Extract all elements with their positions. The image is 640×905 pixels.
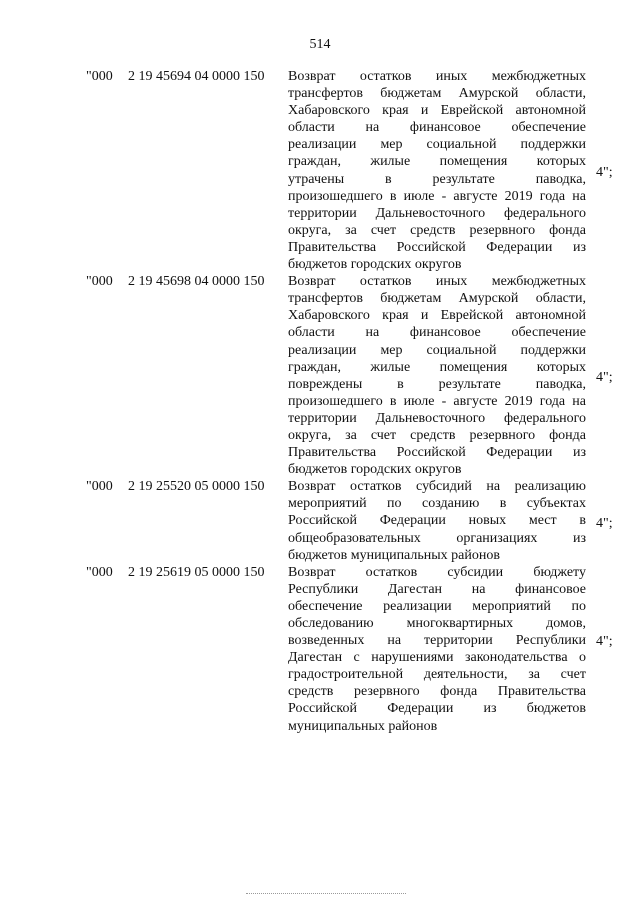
entry-suffix: 4"; bbox=[596, 633, 613, 649]
budget-code-entry bbox=[0, 68, 640, 273]
description-line: Возврат остатков субсидий на реализацию bbox=[288, 479, 586, 495]
budget-code-list bbox=[0, 68, 640, 735]
description-line: Возврат остатков иных межбюджетных bbox=[288, 274, 586, 290]
entry-description bbox=[288, 68, 586, 273]
description-line: трансфертов бюджетам Амурской области, bbox=[288, 291, 586, 307]
description-line: Хабаровского края и Еврейской автономной bbox=[288, 308, 586, 324]
description-line: Правительства Российской Федерации из bbox=[288, 239, 586, 255]
description-line: утрачены в результате паводка, bbox=[288, 171, 586, 187]
entry-description bbox=[288, 273, 586, 478]
budget-code-entry bbox=[0, 564, 640, 735]
budget-classification-code: 2 19 25619 05 0000 150 bbox=[128, 564, 265, 580]
description-line: бюджетов муниципальных районов bbox=[288, 547, 500, 563]
description-line: Правительства Российской Федерации из bbox=[288, 445, 586, 461]
description-line: бюджетов городских округов bbox=[288, 257, 462, 273]
description-line: повреждены в результате паводка, bbox=[288, 376, 586, 392]
description-line: бюджетов городских округов bbox=[288, 462, 462, 478]
description-line: мероприятий по созданию в субъектах bbox=[288, 496, 586, 512]
description-line: произошедшего в июле - августе 2019 года на bbox=[288, 393, 586, 409]
entry-description bbox=[288, 478, 586, 563]
entry-prefix: "000 bbox=[86, 479, 113, 495]
scan-artifact-line bbox=[246, 893, 406, 895]
description-line: граждан, жилые помещения которых bbox=[288, 154, 586, 170]
budget-code-entry bbox=[0, 478, 640, 563]
description-line: округа, за счет средств резервного фонда bbox=[288, 427, 586, 443]
description-line: Республики Дагестан на финансовое bbox=[288, 581, 586, 597]
description-line: области на финансовое обеспечение bbox=[288, 325, 586, 341]
description-line: округа, за счет средств резервного фонда bbox=[288, 222, 586, 238]
page-number: 514 bbox=[309, 37, 331, 52]
budget-classification-code: 2 19 45694 04 0000 150 bbox=[128, 69, 265, 84]
description-line: реализации мер социальной поддержки bbox=[288, 342, 586, 358]
description-line: средств резервного фонда Правительства bbox=[288, 684, 586, 700]
description-line: муниципальных районов bbox=[288, 718, 438, 734]
description-line: общеобразовательных организациях из bbox=[288, 530, 586, 546]
budget-code-entry bbox=[0, 273, 640, 478]
entry-prefix: "000 bbox=[86, 274, 113, 290]
description-line: трансфертов бюджетам Амурской области, bbox=[288, 86, 586, 102]
description-line: Российской Федерации новых мест в bbox=[288, 513, 586, 529]
description-line: градостроительной деятельности, за счет bbox=[288, 667, 586, 683]
budget-classification-code: 2 19 45698 04 0000 150 bbox=[128, 274, 265, 290]
description-line: Дагестан с нарушениями законодательства о bbox=[288, 650, 586, 666]
description-line: Возврат остатков иных межбюджетных bbox=[288, 69, 586, 84]
description-line: Хабаровского края и Еврейской автономной bbox=[288, 103, 586, 119]
description-line: обследованию многоквартирных домов, bbox=[288, 616, 586, 631]
description-line: территории Дальневосточного федерального bbox=[288, 410, 586, 426]
entry-suffix: 4"; bbox=[596, 516, 613, 532]
entry-description bbox=[288, 564, 586, 735]
entry-suffix: 4"; bbox=[596, 370, 613, 386]
description-line: области на финансовое обеспечение bbox=[288, 120, 586, 136]
description-line: Возврат остатков субсидии бюджету bbox=[288, 564, 586, 580]
entry-prefix: "000 bbox=[86, 69, 113, 84]
description-line: обеспечение реализации мероприятий по bbox=[288, 598, 586, 614]
description-line: произошедшего в июле - августе 2019 года на bbox=[288, 188, 586, 204]
description-line: граждан, жилые помещения которых bbox=[288, 359, 586, 375]
description-line: Российской Федерации из бюджетов bbox=[288, 701, 586, 717]
entry-prefix: "000 bbox=[86, 564, 113, 580]
budget-classification-code: 2 19 25520 05 0000 150 bbox=[128, 479, 265, 495]
entry-suffix: 4"; bbox=[596, 165, 613, 180]
description-line: реализации мер социальной поддержки bbox=[288, 137, 586, 153]
description-line: возведенных на территории Республики bbox=[288, 633, 586, 649]
description-line: территории Дальневосточного федерального bbox=[288, 205, 586, 221]
